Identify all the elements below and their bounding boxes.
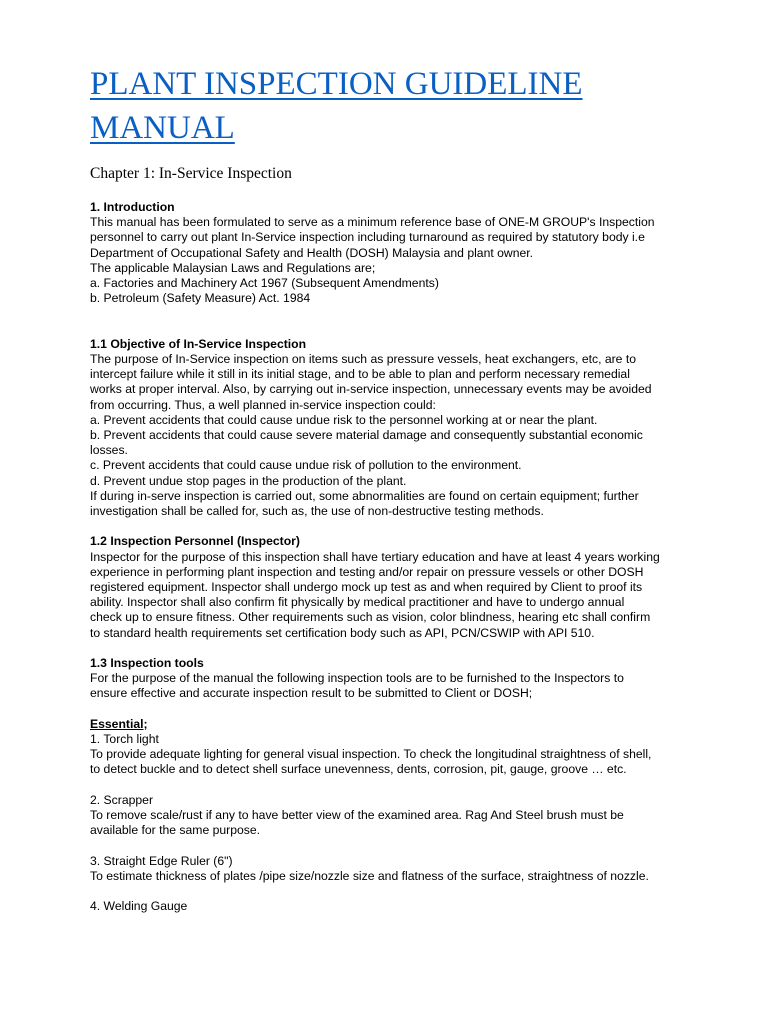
list-item: a. Factories and Machinery Act 1967 (Subsequent Amendments)	[90, 276, 439, 291]
text-line: registered equipment. Inspector shall undergo mock up test as and when required by Client to proof its	[90, 580, 643, 595]
list-item: b. Petroleum (Safety Measure) Act. 1984	[90, 291, 311, 306]
section-heading-personnel: 1.2 Inspection Personnel (Inspector)	[90, 534, 300, 549]
chapter-heading: Chapter 1: In-Service Inspection	[90, 165, 292, 182]
text-line: This manual has been formulated to serve as a minimum reference base of ONE-M GROUP's Inspection	[90, 215, 655, 230]
text-line: To provide adequate lighting for general visual inspection. To check the longitudinal straightness of shell,	[90, 747, 652, 762]
text-line: to detect buckle and to detect shell surface unevenness, dents, corrosion, pit, gauge, groove … etc.	[90, 762, 627, 777]
text-line: check up to ensure fitness. Other requirements such as vision, color blindness, hearing etc shall confirm	[90, 610, 651, 625]
list-item: c. Prevent accidents that could cause undue risk of pollution to the environment.	[90, 458, 522, 473]
text-line: Department of Occupational Safety and Health (DOSH) Malaysia and plant owner.	[90, 245, 534, 260]
text-line: personnel to carry out plant In-Service inspection including turnaround as required by statutory body i.e	[90, 230, 645, 245]
text-line: The purpose of In-Service inspection on items such as pressure vessels, heat exchangers, etc, are to	[90, 352, 637, 367]
document-body	[90, 200, 680, 914]
list-item: a. Prevent accidents that could cause undue risk to the personnel working at or near the plant.	[90, 412, 598, 427]
tool-item-title: 2. Scrapper	[90, 792, 154, 807]
text-line: investigation shall be called for, such as, the use of non-destructive testing methods.	[90, 504, 544, 519]
text-line: Inspector for the purpose of this inspection shall have tertiary education and have at least 4 years working	[90, 549, 660, 564]
section-heading-introduction: 1. Introduction	[90, 200, 175, 214]
text-line: For the purpose of the manual the following inspection tools are to be furnished to the Inspectors to	[90, 671, 624, 686]
text-line: If during in-serve inspection is carried out, some abnormalities are found on certain equipment; further	[90, 488, 639, 503]
text-line: available for the same purpose.	[90, 823, 261, 838]
essential-heading: Essential;	[90, 716, 148, 731]
text-line: experience in performing plant inspection and testing and/or repair on pressure vessels or other DOSH	[90, 564, 644, 579]
tool-item-title: 3. Straight Edge Ruler (6")	[90, 853, 233, 868]
text-line: intercept failure while it still in its initial stage, and to be able to plan and perform necessary remedial	[90, 367, 630, 382]
text-line: The applicable Malaysian Laws and Regulations are;	[90, 260, 376, 275]
title-line-2: MANUAL	[90, 110, 235, 146]
text-line: ensure effective and accurate inspection result to be submitted to Client or DOSH;	[90, 686, 533, 701]
tool-item-title: 4. Welding Gauge	[90, 899, 188, 914]
text-line: to standard health requirements set certification body such as API, PCN/CSWIP with API 510.	[90, 625, 595, 640]
document-title	[90, 62, 583, 150]
text-line: from occurring. Thus, a well planned in-service inspection could:	[90, 397, 436, 412]
text-line: ability. Inspector shall also confirm fit physically by medical practitioner and have to undergo annual	[90, 595, 625, 610]
section-heading-tools: 1.3 Inspection tools	[90, 656, 204, 671]
tool-item-title: 1. Torch light	[90, 732, 159, 747]
list-item: b. Prevent accidents that could cause severe material damage and consequently substantial economic	[90, 428, 643, 443]
text-line: To remove scale/rust if any to have better view of the examined area. Rag And Steel brush must be	[90, 808, 624, 823]
title-line-1: PLANT INSPECTION GUIDELINE	[90, 66, 583, 102]
text-line: To estimate thickness of plates /pipe size/nozzle size and flatness of the surface, straightness of nozzle.	[90, 868, 649, 883]
list-item: d. Prevent undue stop pages in the production of the plant.	[90, 473, 407, 488]
section-heading-objective: 1.1 Objective of In-Service Inspection	[90, 336, 307, 351]
text-line: works at proper interval. Also, by carrying out in-service inspection, unnecessary events may be avoided	[90, 382, 652, 397]
list-item: losses.	[90, 443, 128, 458]
